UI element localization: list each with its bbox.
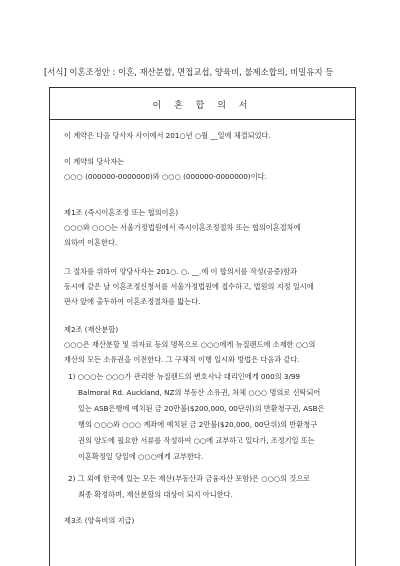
item1-line: 있는 ASB은행에 예치된 금 20만불($200,000, 00단위)의 반환청구권, ASB은	[78, 404, 325, 413]
article1-line: ○○○와 ○○○는 서울가정법원에서 즉시이혼조정절차 또는 협의이혼절차에	[64, 223, 301, 232]
item1-line: 이혼확정일 당일에 ○○○에게 교부한다.	[78, 452, 204, 461]
document-title: 이 혼 합 의 서	[152, 101, 253, 111]
article2-line: ○○○은 재산분할 및 위자료 등의 명목으로 ○○○에게 뉴질랜드에 소재한 ○○의	[64, 340, 316, 349]
item1-line: 1) ○○○는 ○○○가 관리한 뉴질랜드의 변호사나 대리인에게 000의 3/99	[68, 372, 301, 381]
article1-heading: 제1조 (즉시이혼조정 또는 협의이혼)	[64, 208, 179, 217]
item2-line: 2) 그 외에 한국에 있는 모든 재산(부동산과 금융자산 포함)은 ○○○의 것으로	[68, 474, 311, 483]
procedure-line: 동시에 같은 날 이혼조정신청서를 서울가정법원에 접수하고, 법원의 지정 일시에	[64, 282, 314, 291]
item1-line: 행의 ○○○와 ○○○ 계좌에 예치된 금 2만불($20,000, 00단위)의 반환청구	[78, 420, 318, 429]
article3-heading: 제3조 (양육비의 지급)	[64, 516, 135, 525]
intro-paragraph: 이 계약은 다음 당사자 사이에서 201○년 ○월 __일에 체결되었다.	[64, 131, 271, 140]
title-divider	[50, 119, 355, 120]
procedure-line: 그 절차를 위하여 양당사자는 201○. ○. __.에 이 합의서를 작성(공증)함과	[64, 267, 298, 276]
article2-line: 재산의 모든 소유권을 이전한다. 그 구체적 이행 일시와 방법은 다음과 같다.	[64, 355, 300, 364]
procedure-line: 판사 앞에 출두하여 이혼조정절차를 밟는다.	[64, 297, 201, 306]
item1-line: Balmoral Rd. Auckland, NZ의 부동산 소유권, 차체 ○○○ 명의로 신탁되어	[78, 388, 321, 397]
parties-label: 이 계약의 당사자는	[64, 157, 125, 166]
template-header: [서식] 이혼조정안 : 이혼, 재산분할, 면접교섭, 양육비, 불제소합의, 비밀유지 등	[44, 67, 334, 77]
item1-line: 권의 양도에 필요한 서류를 작성하여 ○○에 교부하고 있다가, 조정기일 또는	[78, 436, 315, 445]
item2-line: 최종 확정하며, 재산분할의 대상이 되지 아니한다.	[78, 490, 233, 499]
article2-heading: 제2조 (재산분할)	[64, 325, 119, 334]
article1-line: 의하여 이혼한다.	[64, 238, 118, 247]
agreement-document	[49, 87, 356, 566]
parties-line: ○○○ (000000-0000000)와 ○○○ (000000-0000000)이다.	[64, 172, 267, 181]
